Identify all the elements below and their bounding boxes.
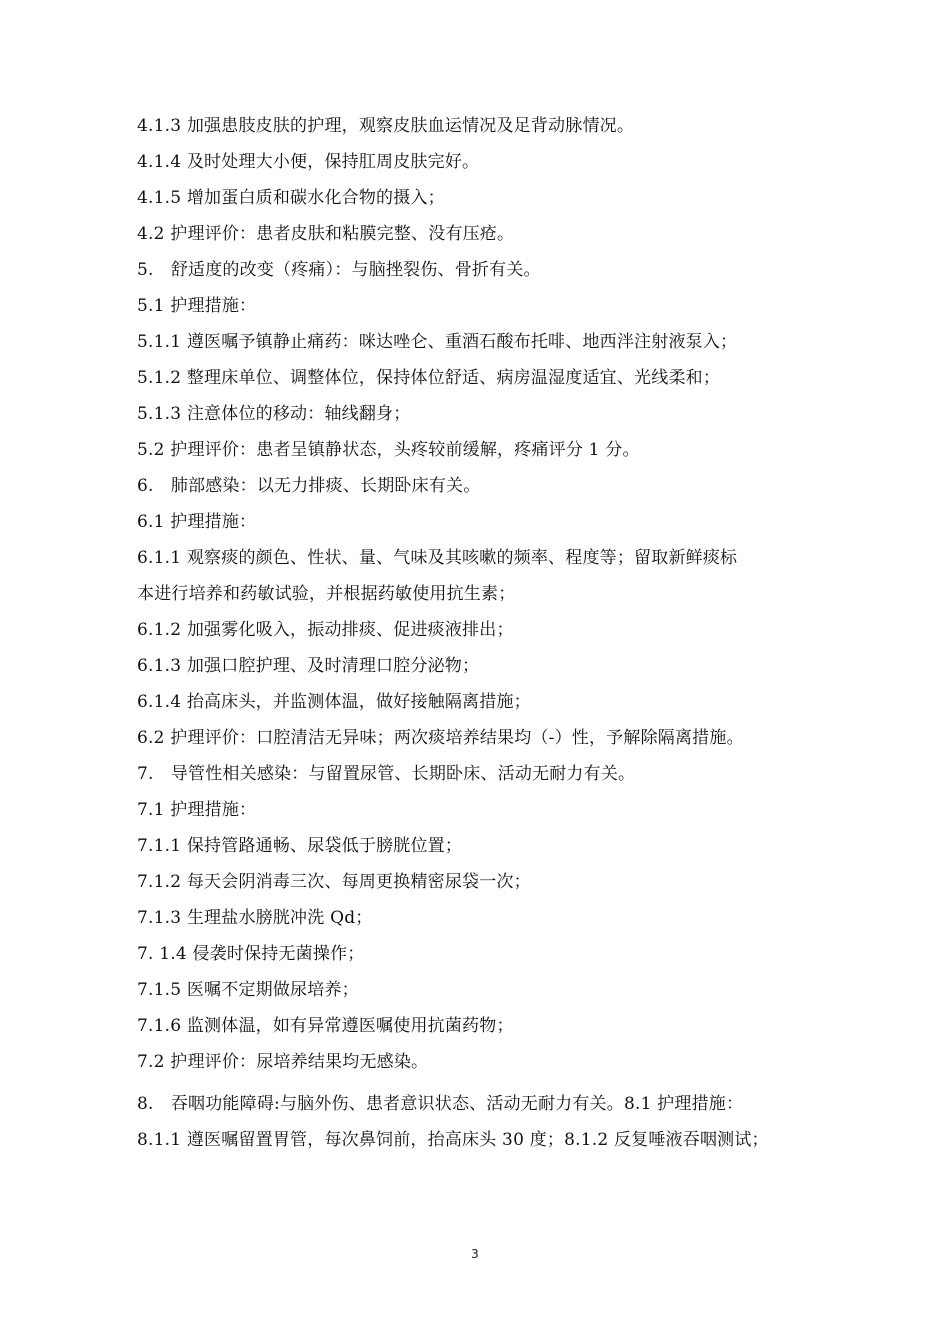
text-line: 7.1.1 保持管路通畅、尿袋低于膀胱位置；	[137, 836, 463, 856]
text-line: 4.2 护理评价：患者皮肤和粘膜完整、没有压疮。	[137, 224, 515, 244]
page-number: 3	[471, 1247, 479, 1261]
text-line: 7.1 护理措施：	[137, 800, 257, 820]
text-line: 4.1.3 加强患肢皮肤的护理，观察皮肤血运情况及足背动脉情况。	[137, 116, 635, 136]
text-line: 6. 肺部感染：以无力排痰、长期卧床有关。	[137, 476, 481, 496]
text-line: 6.2 护理评价：口腔清洁无异味；两次痰培养结果均（-）性，予解除隔离措施。	[137, 728, 744, 748]
text-line: 6.1.4 抬高床头，并监测体温，做好接触隔离措施；	[137, 692, 531, 712]
text-line: 本进行培养和药敏试验，并根据药敏使用抗生素；	[137, 584, 516, 604]
text-line: 8. 吞咽功能障碍:与脑外伤、患者意识状态、活动无耐力有关。8.1 护理措施：	[137, 1094, 744, 1114]
text-line: 7.1.6 监测体温，如有异常遵医嘱使用抗菌药物；	[137, 1016, 514, 1036]
text-line: 7. 导管性相关感染：与留置尿管、长期卧床、活动无耐力有关。	[137, 764, 636, 784]
text-line: 6.1.1 观察痰的颜色、性状、量、气味及其咳嗽的频率、程度等；留取新鲜痰标	[137, 548, 738, 568]
text-line: 5.2 护理评价：患者呈镇静状态，头疼较前缓解，疼痛评分 1 分。	[137, 440, 640, 460]
body-text	[137, 108, 817, 1158]
text-line: 4.1.4 及时处理大小便，保持肛周皮肤完好。	[137, 152, 480, 172]
text-line: 7.1.2 每天会阴消毒三次、每周更换精密尿袋一次；	[137, 872, 531, 892]
text-line: 5. 舒适度的改变（疼痛）：与脑挫裂伤、骨折有关。	[137, 260, 541, 280]
text-line: 5.1.3 注意体位的移动：轴线翻身；	[137, 404, 411, 424]
text-line: 5.1.2 整理床单位、调整体位，保持体位舒适、病房温湿度适宜、光线柔和；	[137, 368, 721, 388]
text-line: 5.1 护理措施：	[137, 296, 257, 316]
text-line: 7.1.5 医嘱不定期做尿培养；	[137, 980, 359, 1000]
text-line: 7. 1.4 侵袭时保持无菌操作；	[137, 944, 365, 964]
text-line: 7.1.3 生理盐水膀胱冲洗 Qd；	[137, 908, 373, 928]
text-line: 8.1.1 遵医嘱留置胃管，每次鼻饲前，抬高床头 30 度；8.1.2 反复唾液吞咽测试；	[137, 1130, 769, 1150]
text-line: 7.2 护理评价：尿培养结果均无感染。	[137, 1052, 429, 1072]
text-line: 6.1.2 加强雾化吸入，振动排痰、促进痰液排出；	[137, 620, 514, 640]
text-line: 6.1 护理措施：	[137, 512, 257, 532]
text-line: 6.1.3 加强口腔护理、及时清理口腔分泌物；	[137, 656, 480, 676]
text-line: 4.1.5 增加蛋白质和碳水化合物的摄入；	[137, 188, 445, 208]
text-line: 5.1.1 遵医嘱予镇静止痛药：咪达唑仑、重酒石酸布托啡、地西泮注射液泵入；	[137, 332, 738, 352]
